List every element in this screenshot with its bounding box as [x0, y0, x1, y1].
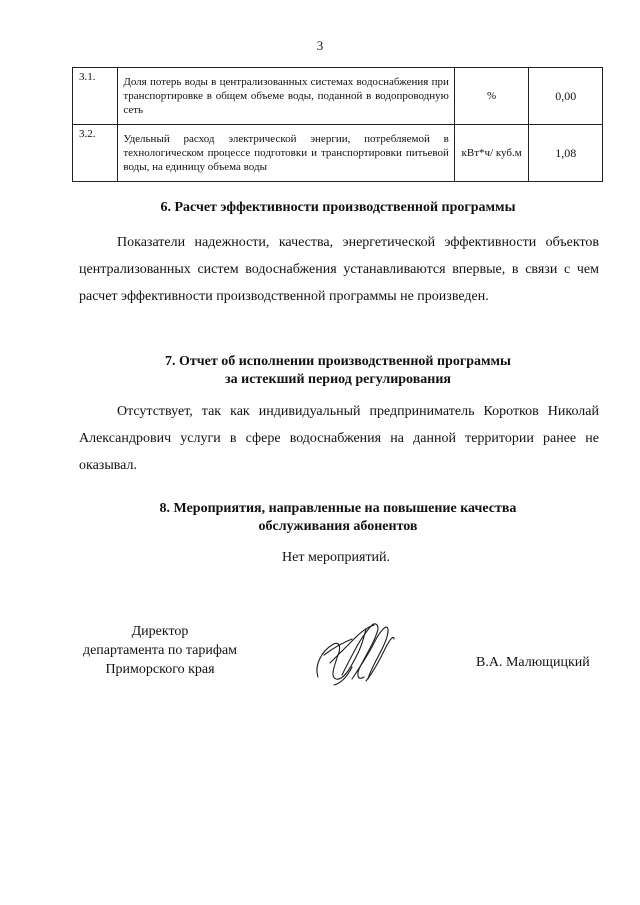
signatory-title-line3: Приморского края [105, 662, 215, 677]
page-number: 3 [316, 38, 324, 53]
row-number: 3.2. [73, 125, 118, 182]
row-description: Доля потерь воды в централизованных системах водоснабжения при транспортировке в общем объеме воды, поданной в водопроводную сеть [118, 68, 455, 125]
section-6-text: Показатели надежности, качества, энергетической эффективности объектов централизованных систем водоснабжения устанавливаются впервые, в связи с чем расчет эффективности производственной программы не произведен. [79, 235, 599, 304]
section-8-text: Нет мероприятий. [282, 550, 391, 565]
section-8-heading-line2: обслуживания абонентов [258, 519, 418, 534]
indicators-table [72, 67, 603, 182]
section-7-heading-line2: за истекший период регулирования [225, 372, 451, 387]
row-description: Удельный расход электрической энергии, потребляемой в технологическом процессе подготовки и транспортировки питьевой воды, на единицу объема воды [118, 125, 455, 182]
signatory-title-line1: Директор [131, 624, 189, 639]
signatory-name: В.А. Малющицкий [476, 655, 590, 670]
row-value: 0,00 [529, 68, 603, 125]
row-unit: % [454, 68, 529, 125]
signatory-title [60, 622, 260, 679]
row-unit: кВт*ч/ куб.м [454, 125, 529, 182]
row-value: 1,08 [529, 125, 603, 182]
table-row [73, 125, 603, 182]
section-6-heading: 6. Расчет эффективности производственной программы [160, 200, 516, 215]
section-7-text: Отсутствует, так как индивидуальный предприниматель Коротков Николай Александрович услуги в сфере водоснабжения на данной территории ранее не оказывал. [79, 404, 599, 473]
table-row [73, 68, 603, 125]
section-7-heading-line1: 7. Отчет об исполнении производственной программы [164, 354, 511, 369]
signatory-title-line2: департамента по тарифам [82, 643, 238, 658]
row-number: 3.1. [73, 68, 118, 125]
section-8-heading-line1: 8. Мероприятия, направленные на повышение качества [159, 501, 517, 516]
handwritten-signature [308, 615, 398, 695]
